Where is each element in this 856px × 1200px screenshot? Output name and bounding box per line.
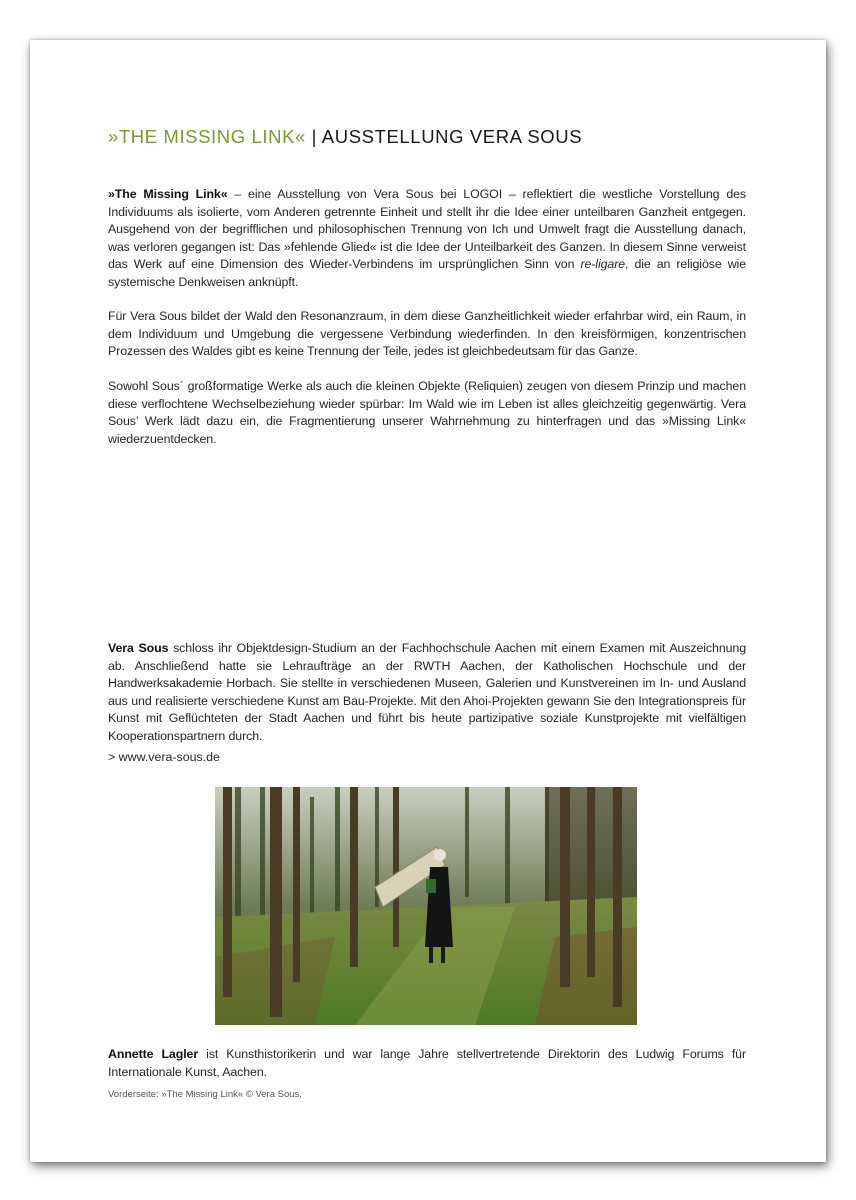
document-page [30, 40, 826, 1162]
author-bio-text: ist Kunsthistorikerin und war lange Jahre stellvertretende Direktorin des Ludwig Forums für Internationale Kunst, Aachen. [108, 1047, 746, 1079]
website-link[interactable]: > www.vera-sous.de [108, 750, 220, 764]
artist-bio-text: schloss ihr Objektdesign-Studium an der Fachhochschule Aachen mit einem Examen mit Auszeichnung ab. Anschließend hatte sie Lehraufträge an der RWTH Aachen, der Katholischen Hochschule und der Handwerksakademie Horbach. Sie stellte in verschiedenen Museen, Galerien und Kunstvereinen im In- und Ausland aus und realisierte verschiedene Kunst am Bau-Projekte. Mit den Ahoi-Projekten gewann Sie den Integrationspreis für Kunst mit Geflüchteten der Stadt Aachen und führt bis heute partizipative soziale Kunstprojekte mit vielfältigen Kooperationspartnern durch. [108, 641, 746, 743]
intro-paragraph [108, 186, 746, 291]
title-separator: | [311, 126, 318, 147]
title-main: AUSSTELLUNG VERA SOUS [321, 126, 583, 147]
author-bio-paragraph [108, 1046, 746, 1081]
intro-tail: , die an religiöse wie systemische Denkweisen anknüpft. [108, 257, 746, 289]
intro-text: – eine Ausstellung von Vera Sous bei LOGOI – reflektiert die westliche Vorstellung des Individuums als isolierte, vom Anderen getrennte Einheit und stellt ihr die Idee einer unteilbaren Ganzheit entgegen. Ausgehend von der begrifflichen und philosophischen Trennung von Ich und Umwelt fragt die Ausstellung danach, was verloren gegangen ist: Das »fehlende Glied« ist die Idee der Unteilbarkeit des Ganzen. In diesem Sinne verweist das Werk auf eine Dimension des Wieder-Verbindens im ursprünglichen Sinn von [108, 187, 746, 271]
intro-lead: »The Missing Link« [108, 187, 228, 201]
author-name: Annette Lagler [108, 1047, 199, 1061]
artist-name: Vera Sous [108, 641, 169, 655]
works-paragraph: Sowohl Sous´ großformatige Werke als auch die kleinen Objekte (Reliquien) zeugen von diesem Prinzip und machen diese verflochtene Wechselbeziehung wieder spürbar: Im Wald wie im Leben ist alles gleichzeitig gegenwärtig. Vera Sous’ Werk lädt dazu ein, die Fragmentierung unserer Wahrnehmung zu hinterfragen und das »Missing Link« wiederzuentdecken. [108, 379, 746, 446]
image-credit: Vorderseite: »The Missing Link« © Vera Sous. [108, 1089, 302, 1100]
page-title [108, 126, 582, 148]
intro-italic: re-ligare [580, 257, 626, 271]
forest-photo [215, 787, 637, 1025]
forest-paragraph: Für Vera Sous bildet der Wald den Resonanzraum, in dem diese Ganzheitlichkeit wieder erfahrbar wird, ein Raum, in dem Individuum und Umgebung die vergessene Verbindung wiederfinden. In den kreisförmigen, konzentrischen Prozessen des Waldes gibt es keine Trennung der Teile, jedes ist gleichbedeutsam für das Ganze. [108, 309, 746, 358]
artist-bio-paragraph [108, 640, 746, 745]
title-accent: »THE MISSING LINK« [108, 126, 306, 147]
